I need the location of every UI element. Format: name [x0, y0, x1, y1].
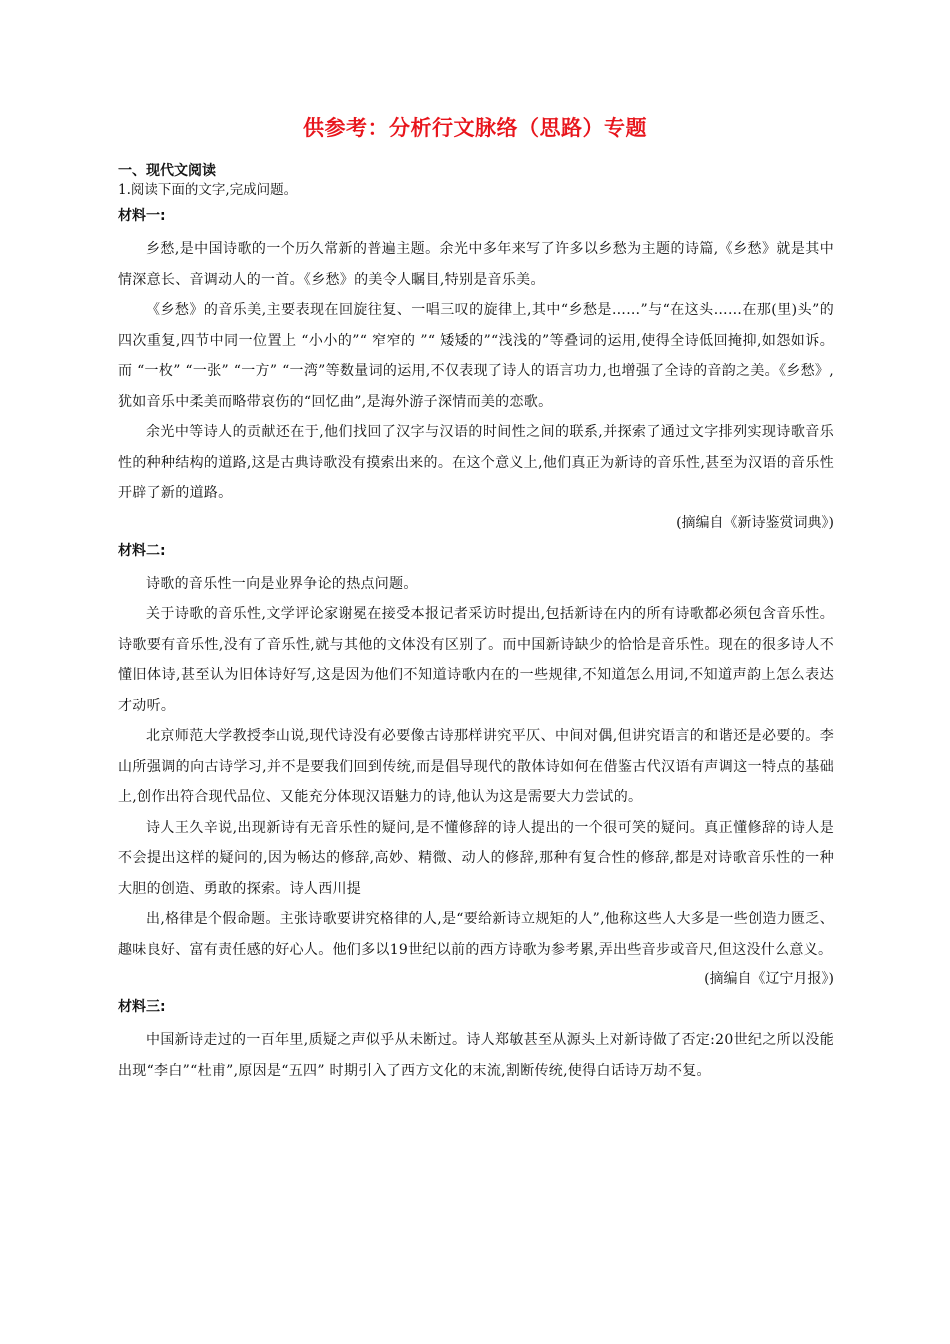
material-2-paragraph: 诗人王久辛说,出现新诗有无音乐性的疑问,是不懂修辞的诗人提出的一个很可笑的疑问。真正懂修辞的诗人是不会提出这样的疑问的,因为畅达的修辞,高妙、精微、动人的修辞,那种有复合性的修辞,都是对诗歌音乐性的一种大胆的创造、勇敢的探索。诗人西川提 — [118, 819, 834, 897]
material-2-paragraph: 出,格律是个假命题。主张诗歌要讲究格律的人,是“要给新诗立规矩的人”,他称这些人大多是一些创造力匮乏、趣味良好、富有责任感的好心人。他们多以19世纪以前的西方诗歌为参考累,弄出些音步或音尺,但这没什么意义。 — [118, 911, 834, 958]
material-2-paragraph: 北京师范大学教授李山说,现代诗没有必要像古诗那样讲究平仄、中间对偶,但讲究语言的和谐还是必要的。李山所强调的向古诗学习,并不是要我们回到传统,而是倡导现代的散体诗如何在借鉴古代汉语有声调这一特点的基础上,创作出符合现代品位、又能充分体现汉语魅力的诗,他认为这是需要大力尝试的。 — [118, 728, 834, 805]
material-2-paragraph: 诗歌的音乐性一向是业界争论的热点问题。 — [146, 575, 418, 592]
material-2-paragraph: 关于诗歌的音乐性,文学评论家谢冕在接受本报记者采访时提出,包括新诗在内的所有诗歌都必须包含音乐性。诗歌要有音乐性,没有了音乐性,就与其他的文体没有区别了。而中国新诗缺少的恰恰是音乐性。现在的很多诗人不懂旧体诗,甚至认为旧体诗好写,这是因为他们不知道诗歌内在的一些规律,不知道怎么用词,不知道声韵上怎么表达才动听。 — [118, 606, 834, 714]
document-title: 供参考：分析行文脉络（思路）专题 — [303, 116, 647, 140]
material-1-label: 材料一: — [118, 208, 166, 224]
material-1-source: (摘编自《新诗鉴赏词典》) — [676, 514, 834, 531]
material-2-source: (摘编自《辽宁月报》) — [704, 971, 834, 987]
material-1-paragraph: 乡愁,是中国诗歌的一个历久常新的普遍主题。余光中多年来写了许多以乡愁为主题的诗篇,《乡愁》就是其中情深意长、音调动人的一首。《乡愁》的美令人瞩目,特别是音乐美。 — [118, 241, 834, 288]
document-body — [118, 162, 834, 1086]
material-1-paragraph: 《乡愁》的音乐美,主要表现在回旋往复、一唱三叹的旋律上,其中“乡愁是……”与“在这头……在那(里)头”的四次重复,四节中同一位置上 “小小的”“ 窄窄的 ”“ 矮矮的”“浅浅的”等叠词的运用,使得全诗低回掩抑,如怨如诉。而 “一枚” “一张” “一方” “一湾”等数量词的运用,不仅表现了诗人的语言功力,也增强了全诗的音韵之美。《乡愁》,犹如音乐中柔美而略带哀伤的“回忆曲”,是海外游子深情而美的恋歌。 — [118, 302, 834, 410]
material-3-label: 材料三: — [118, 999, 166, 1015]
material-2-label: 材料二: — [118, 542, 166, 559]
section-heading: 一、现代文阅读 — [118, 163, 216, 179]
material-3-paragraph: 中国新诗走过的一百年里,质疑之声似乎从未断过。诗人郑敏甚至从源头上对新诗做了否定:20世纪之所以没能出现“李白”“杜甫”,原因是“五四” 时期引入了西方文化的末流,割断传统,使得白话诗万劫不复。 — [118, 1032, 834, 1079]
material-1-paragraph: 余光中等诗人的贡献还在于,他们找回了汉字与汉语的时间性之间的联系,并探索了通过文字排列实现诗歌音乐性的种种结构的道路,这是古典诗歌没有摸索出来的。在这个意义上,他们真正为新诗的音乐性,甚至为汉语的音乐性开辟了新的道路。 — [118, 424, 834, 501]
question-prompt: 1.阅读下面的文字,完成问题。 — [118, 182, 298, 198]
